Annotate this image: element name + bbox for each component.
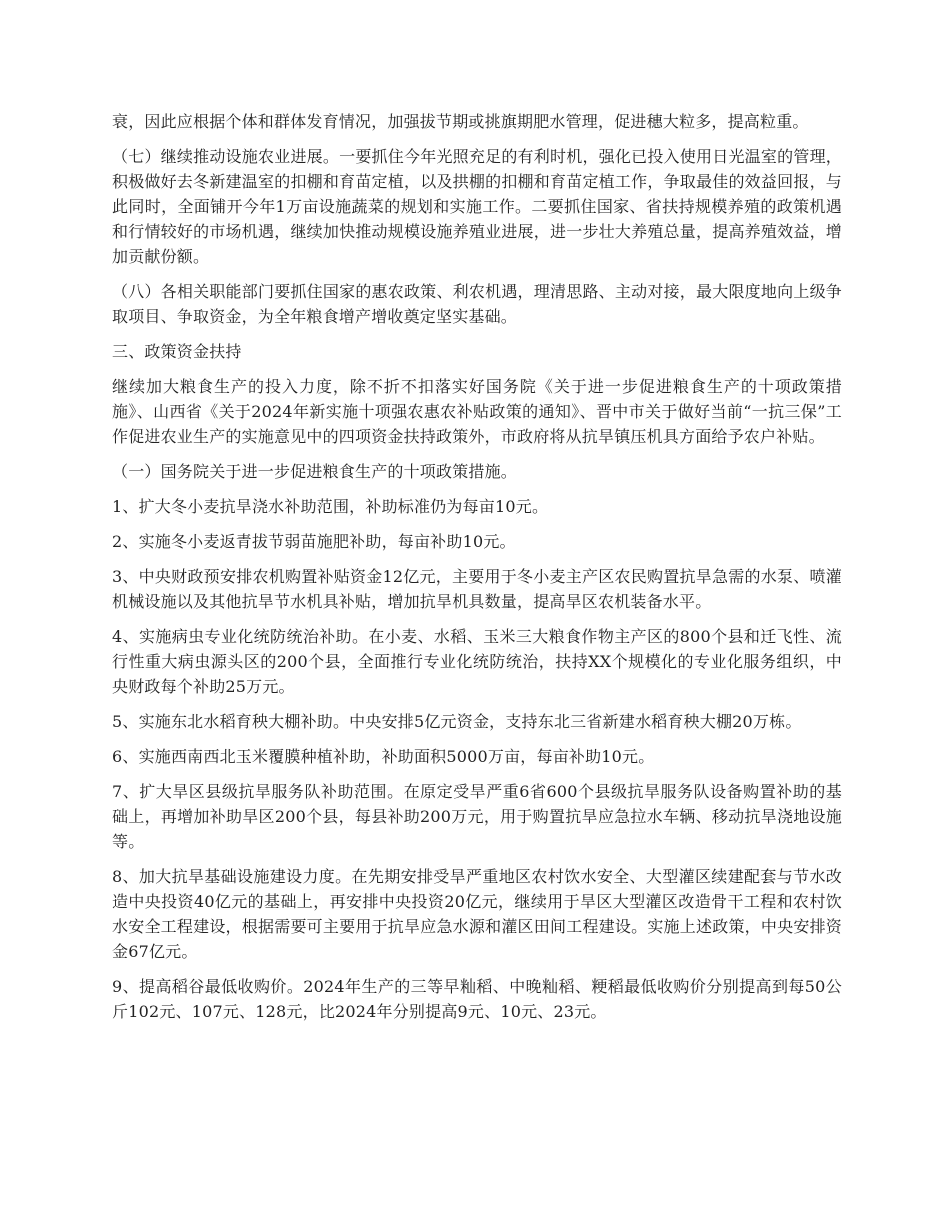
list-item-3: 3、中央财政预安排农机购置补贴资金12亿元，主要用于冬小麦主产区农民购置抗旱急需的水泵、喷灌机械设施以及其他抗旱节水机具补贴，增加抗旱机具数量，提高旱区农机装备水平。 [112,567,842,611]
section-heading-policy-funding: 三、政策资金扶持 [112,342,242,361]
list-item-5: 5、实施东北水稻育秧大棚补助。中央安排5亿元资金，支持东北三省新建水稻育秧大棚20万栋。 [112,712,802,731]
list-item-6: 6、实施西南西北玉米覆膜种植补助，补助面积5000万亩，每亩补助10元。 [112,747,655,766]
list-item-4: 4、实施病虫专业化统防统治补助。在小麦、水稻、玉米三大粮食作物主产区的800个县和迁飞性、流行性重大病虫源头区的200个县，全面推行专业化统防统治，扶持XX个规模化的专业化服务组织，中央财政每个补助25万元。 [112,627,842,696]
document-page [112,109,842,1034]
paragraph-policy-intro: 继续加大粮食生产的投入力度，除不折不扣落实好国务院《关于进一步促进粮食生产的十项政策措施》、山西省《关于2024年新实施十项强农惠农补贴政策的通知》、晋中市关于做好当前“一抗三保”工作促进农业生产的实施意见中的四项资金扶持政策外，市政府将从抗旱镇压机具方面给予农户补贴。 [112,377,842,446]
paragraph-section-7: （七）继续推动设施农业进展。一要抓住今年光照充足的有利时机，强化已投入使用日光温室的管理，积极做好去冬新建温室的扣棚和育苗定植，以及拱棚的扣棚和育苗定植工作，争取最佳的效益回报，与此同时，全面铺开今年1万亩设施蔬菜的规划和实施工作。二要抓住国家、省扶持规模养殖的政策机遇和行情较好的市场机遇，继续加快推动规模设施养殖业进展，进一步壮大养殖总量，提高养殖效益，增加贡献份额。 [112,147,842,266]
paragraph-section-8: （八）各相关职能部门要抓住国家的惠农政策、利农机遇，理清思路、主动对接，最大限度地向上级争取项目、争取资金，为全年粮食增产增收奠定坚实基础。 [112,282,842,326]
paragraph-subsection-1: （一）国务院关于进一步促进粮食生产的十项政策措施。 [112,462,518,481]
list-item-8: 8、加大抗旱基础设施建设力度。在先期安排受旱严重地区农村饮水安全、大型灌区续建配套与节水改造中央投资40亿元的基础上，再安排中央投资20亿元，继续用于旱区大型灌区改造骨干工程和农村饮水安全工程建设，根据需要可主要用于抗旱应急水源和灌区田间工程建设。实施上述政策，中央安排资金67亿元。 [112,867,842,961]
list-item-7: 7、扩大旱区县级抗旱服务队补助范围。在原定受旱严重6省600个县级抗旱服务队设备购置补助的基础上，再增加补助旱区200个县，每县补助200万元，用于购置抗旱应急拉水车辆、移动抗旱浇地设施等。 [112,782,842,851]
paragraph-continuation: 衰，因此应根据个体和群体发育情况，加强拔节期或挑旗期肥水管理，促进穗大粒多，提高粒重。 [112,112,809,131]
list-item-9: 9、提高稻谷最低收购价。2024年生产的三等早籼稻、中晚籼稻、粳稻最低收购价分别提高到每50公斤102元、107元、128元，比2024年分别提高9元、10元、23元。 [112,977,842,1021]
list-item-2: 2、实施冬小麦返青拔节弱苗施肥补助，每亩补助10元。 [112,532,516,551]
list-item-1: 1、扩大冬小麦抗旱浇水补助范围，补助标准仍为每亩10元。 [112,497,549,516]
